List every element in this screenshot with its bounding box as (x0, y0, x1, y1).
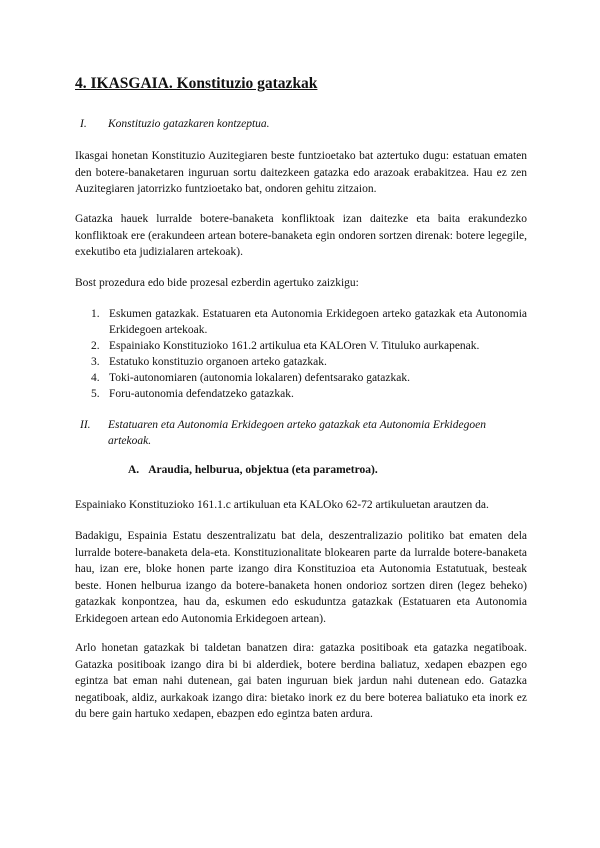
list-item (75, 354, 527, 370)
list-item-text: Eskumen gatazkak. Estatuaren eta Autonomia Erkidegoen arteko gatazkak eta Autonomia Erkidegoen artekoak. (109, 308, 527, 336)
list-item-text: Foru-autonomia defendatzeko gatazkak. (109, 388, 294, 400)
procedures-list (75, 306, 527, 402)
list-item (75, 338, 527, 354)
paragraph-regulation: Espainiako Konstituzioko 161.1.c artikuluan eta KALOko 62-72 artikuluetan arautzen da. (75, 499, 489, 511)
paragraph-procedures-intro: Bost prozedura edo bide prozesal ezberdin agertuko zaizkigu: (75, 277, 359, 289)
subsection-a-title: Araudia, helburua, objektua (eta parametroa). (148, 464, 378, 476)
list-item-number: 3. (91, 356, 100, 368)
list-item-text: Espainiako Konstituzioko 161.2 artikulua eta KALOren V. Tituluko aurkapenak. (109, 340, 480, 352)
paragraph-positive-negative: Arlo honetan gatazkak bi taldetan banatzen dira: gatazka positiboak eta gatazka negatiboak. Gatazka positiboak izango dira bi bi alderdiek, botere berdina baliatuz, xedapen ebazpen ego egintza bat eman nahi dutenean, gai baten inguruan biek jardun nahi dutenean edo. Gatazka negatiboak, aldiz, aurkakoak izango dira: bietako inork ez du bere boterea baliatuko eta inork ez du bere gain hartuko xedapen, ebazpen edo egintza baten ardura. (75, 642, 527, 720)
page-title: 4. IKASGAIA. Konstituzio gatazkak (75, 75, 318, 92)
list-item-number: 1. (91, 308, 100, 320)
list-item (75, 306, 527, 338)
list-item-number: 4. (91, 372, 100, 384)
paragraph-intro: Ikasgai honetan Konstituzio Auzitegiaren beste funtzioetako bat aztertuko dugu: estatuan ematen den botere-banaketaren inguruan sortu daitezkeen gatazka edo arazoak erabakitzea. Hau ez zen Auzitegiaren jatorrizko funtzioetako bat, ondoren gehitu zitzaion. (75, 150, 527, 195)
list-item (75, 370, 527, 386)
list-item (75, 386, 527, 402)
subsection-a-letter: A. (128, 464, 140, 476)
list-item-number: 5. (91, 388, 100, 400)
list-item-text: Toki-autonomiaren (autonomia lokalaren) defentsarako gatazkak. (109, 372, 410, 384)
paragraph-decentralization: Badakigu, Espainia Estatu deszentralizatu bat dela, deszentralizazio politiko bat ematen dela lurralde botere-banaketa dela-eta. Konstituzionalitate blokearen parte da lurralde botere-banaketa hau, izan ere, bloke honen parte izango dira Konstituzioa eta Autonomia Estatutuak, besteak beste. Honen helburua izango da botere-banaketa honen ondorioz sortzen diren (legez beheko) gatazkak konpontzea, hau da, eskumen edo eskuduntza gatazkak (Estatuaren eta Autonomia Erkidegoen artean edo Autonomia Erkidegoen artean). (75, 530, 527, 625)
section-1-number: I. (80, 118, 87, 130)
section-2-number: II. (80, 419, 91, 431)
section-1-title: Konstituzio gatazkaren kontzeptua. (108, 118, 270, 130)
subsection-a-heading (128, 464, 378, 476)
paragraph-conflict-types: Gatazka hauek lurralde botere-banaketa konfliktoak izan daitezke eta baita erakundezko konfliktoak ere (erakundeen artean botere-banaketa egin ondoren sortzen direnak: botere legegile, exekutibo eta judizialaren artekoak). (75, 213, 527, 258)
list-item-number: 2. (91, 340, 100, 352)
list-item-text: Estatuko konstituzio organoen arteko gatazkak. (109, 356, 327, 368)
section-2-title: Estatuaren eta Autonomia Erkidegoen arteko gatazkak eta Autonomia Erkidegoen artekoak. (108, 419, 486, 447)
